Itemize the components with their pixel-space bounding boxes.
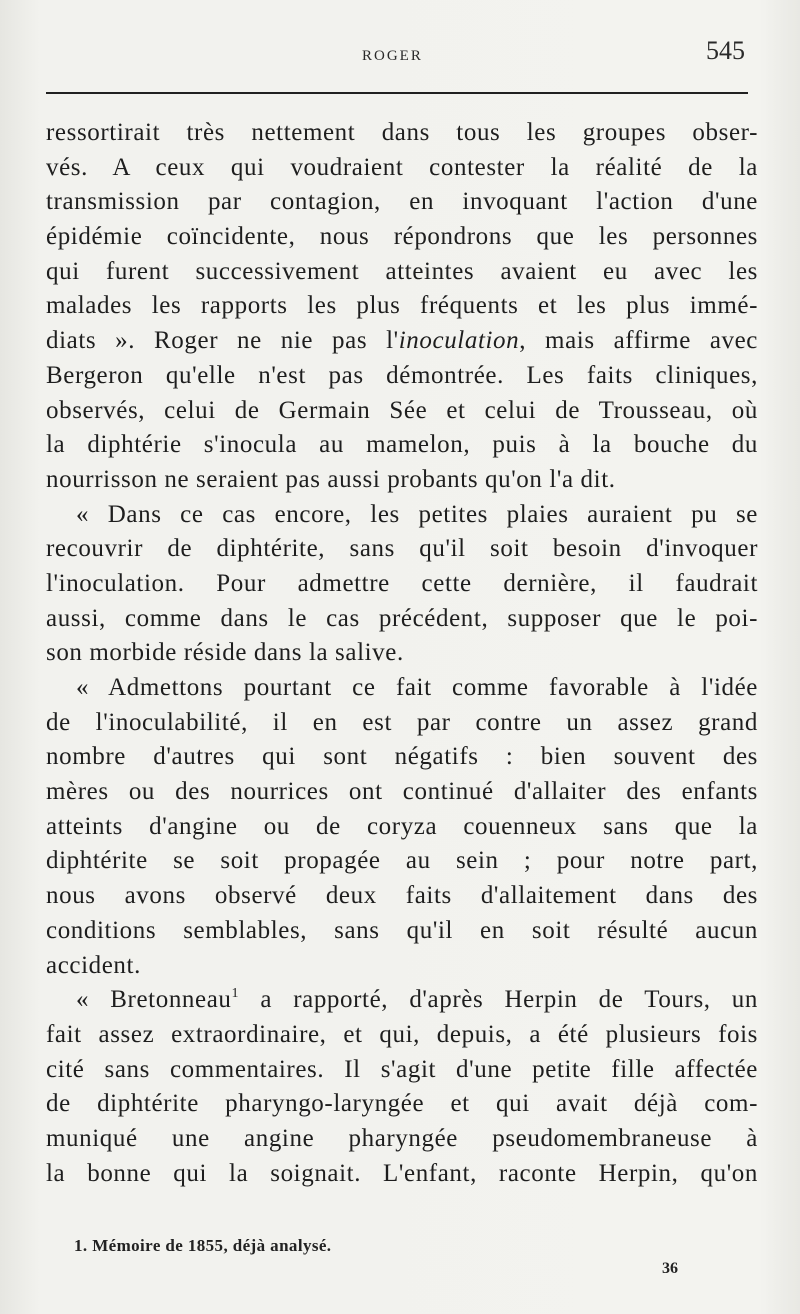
text-line: qui furent successivement atteintes avaient eu avec les: [46, 257, 758, 285]
text-line: son morbide réside dans la salive.: [46, 639, 404, 667]
text-line: nourrisson ne seraient pas aussi probants qu'on l'a dit.: [46, 465, 616, 493]
text-line: de l'inoculabilité, il en est par contre un assez grand: [46, 708, 758, 736]
text-line: malades les rapports les plus fréquents et les plus immé-: [46, 292, 758, 320]
text-line: conditions semblables, sans qu'il en soit résulté aucun: [46, 916, 758, 944]
page-number: 545: [706, 36, 745, 65]
text-line: de diphtérite pharyngo-laryngée et qui avait déjà com-: [46, 1090, 758, 1118]
text-line: l'inoculation. Pour admettre cette dernière, il faudrait: [46, 569, 758, 597]
text-fragment: « Bretonneau: [76, 986, 232, 1014]
running-head: [0, 36, 800, 76]
text-line: transmission par contagion, en invoquant l'action d'une: [46, 188, 758, 216]
text-line: [46, 983, 758, 1018]
text-line: recouvrir de diphtérite, sans qu'il soit besoin d'invoquer: [46, 535, 758, 563]
text-line: diphtérite se soit propagée au sein ; pour notre part,: [46, 847, 758, 875]
text-line: aussi, comme dans le cas précédent, supposer que le poi-: [46, 604, 758, 632]
text-line: épidémie coïncidente, nous répondrons que les personnes: [46, 223, 758, 251]
footnote: 1. Mémoire de 1855, déjà analysé.: [74, 1236, 332, 1255]
text-line: la diphtérie s'inocula au mamelon, puis à la bouche du: [46, 431, 758, 459]
text-line: « Admettons pourtant ce fait comme favorable à l'idée: [76, 674, 758, 701]
text-line: cité sans commentaires. Il s'agit d'une petite fille affectée: [46, 1055, 758, 1083]
text-fragment: a rapporté, d'après Herpin de Tours, un: [239, 986, 759, 1014]
text-line: « Dans ce cas encore, les petites plaies auraient pu se: [76, 500, 758, 528]
text-line: fait assez extraordinaire, et qui, depuis, a été plusieurs fois: [46, 1020, 758, 1048]
text-line: nombre d'autres qui sont négatifs : bien souvent des: [46, 743, 758, 771]
text-line: vés. A ceux qui voudraient contester la réalité de la: [46, 153, 758, 181]
text-line: [46, 324, 758, 359]
text-line: muniqué une angine pharyngée pseudomembraneuse à: [46, 1124, 758, 1152]
text-line: nous avons observé deux faits d'allaitement dans des: [46, 882, 758, 910]
text-fragment: , mais affirme avec: [519, 327, 759, 355]
text-line: ressortirait très nettement dans tous les groupes obser-: [46, 119, 758, 146]
running-head-title: ROGER: [362, 48, 423, 64]
signature-mark: 36: [662, 1260, 678, 1277]
text-line: accident.: [46, 951, 141, 979]
text-fragment: diats ». Roger ne nie pas l': [46, 327, 399, 355]
text-line: atteints d'angine ou de coryza couenneux sans que la: [46, 812, 758, 840]
text-line: observés, celui de Germain Sée et celui de Trousseau, où: [46, 396, 758, 424]
header-rule: [46, 92, 748, 94]
body-text: [46, 116, 758, 1191]
footnote-marker: 1: [231, 986, 240, 1002]
text-line: mères ou des nourrices ont continué d'allaiter des enfants: [46, 778, 758, 806]
italic-term: inoculation: [398, 327, 520, 355]
text-line: la bonne qui la soignait. L'enfant, raconte Herpin, qu'on: [46, 1159, 758, 1187]
text-line: Bergeron qu'elle n'est pas démontrée. Les faits cliniques,: [46, 361, 758, 389]
